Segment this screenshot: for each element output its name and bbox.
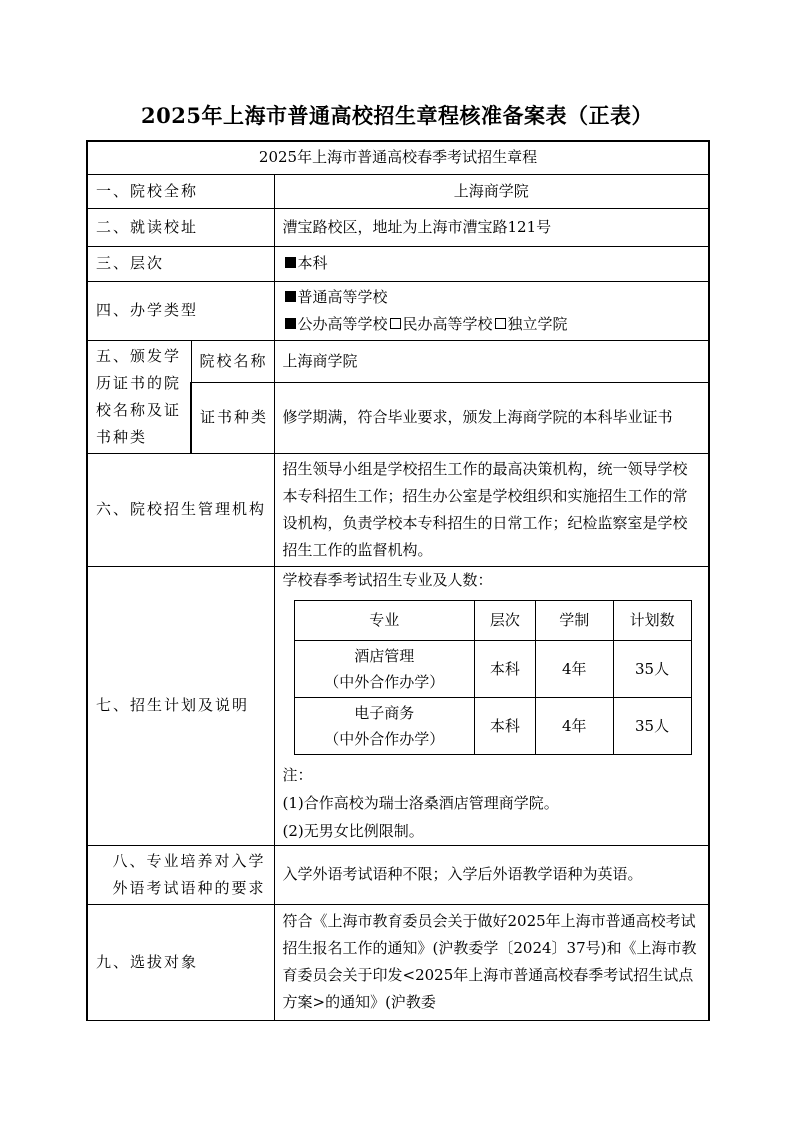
plan-years: 4年 (535, 640, 613, 697)
checked-box-icon (285, 257, 296, 268)
selection-value: 符合《上海市教育委员会关于做好2025年上海市普通高校考试招生报名工作的通知》(沪教委学〔2024〕37号)和《上海市教育委员会关于印发<2025年上海市普通高校春季考试招生试点方案>的通知》(沪教委 (274, 904, 709, 1020)
school-type-label: 四、办学类型 (87, 281, 274, 340)
plan-major: 酒店管理 (354, 646, 415, 665)
filing-form-table (86, 140, 710, 1021)
plan-major-cell (294, 697, 474, 754)
school-type-opt1: 公办高等学校 (297, 314, 388, 333)
level-value: 本科 (297, 254, 328, 272)
campus-label: 二、就读校址 (87, 208, 274, 246)
certificate-label: 五、颁发学历证书的院校名称及证书种类 (87, 340, 191, 453)
campus-value: 漕宝路校区，地址为上海市漕宝路121号 (274, 208, 709, 246)
plan-note-title: 注： (282, 765, 313, 784)
document-title: 2025年上海市普通高校招生章程核准备案表（正表） (141, 103, 653, 128)
row-plan (87, 566, 709, 845)
level-label: 三、层次 (87, 246, 274, 281)
plan-major-note: （中外合作办学） (324, 729, 445, 748)
management-label: 六、院校招生管理机构 (87, 453, 274, 566)
management-value: 招生领导小组是学校招生工作的最高决策机构，统一领导学校本专科招生工作；招生办公室是学校组织和实施招生工作的常设机构，负责学校本专科招生的日常工作；纪检监察室是学校招生工作的监督机构。 (274, 453, 709, 566)
language-value: 入学外语考试语种不限；入学后外语教学语种为英语。 (274, 845, 709, 904)
plan-table-row (294, 697, 691, 754)
plan-header-major: 专业 (294, 600, 474, 640)
unchecked-box-icon (390, 318, 401, 329)
plan-header-count: 计划数 (613, 600, 691, 640)
unchecked-box-icon (495, 318, 506, 329)
plan-table (294, 600, 692, 755)
plan-table-row (294, 640, 691, 697)
row-selection (87, 904, 709, 1020)
plan-years: 4年 (535, 697, 613, 754)
row-certificate-name (87, 340, 709, 382)
certificate-type-label: 证书种类 (191, 382, 274, 453)
plan-note: (1)合作高校为瑞士洛桑酒店管理商学院。 (282, 793, 559, 812)
plan-major-note: （中外合作办学） (324, 672, 445, 691)
certificate-name-value: 上海商学院 (274, 340, 709, 382)
plan-count: 35人 (613, 697, 691, 754)
plan-level: 本科 (474, 640, 535, 697)
row-campus (87, 208, 709, 246)
row-school-type (87, 281, 709, 340)
school-name-value: 上海商学院 (274, 174, 709, 208)
school-type-line1: 普通高等学校 (297, 287, 388, 306)
language-label: 八、专业培养对入学外语考试语种的要求 (87, 845, 274, 904)
plan-table-header (294, 600, 691, 640)
checked-box-icon (285, 318, 296, 329)
certificate-type-value: 修学期满，符合毕业要求，颁发上海商学院的本科毕业证书 (274, 382, 709, 453)
checked-box-icon (285, 291, 296, 302)
level-cell (274, 246, 709, 281)
selection-label: 九、选拔对象 (87, 904, 274, 1020)
certificate-name-label: 院校名称 (191, 340, 274, 382)
form-header: 2025年上海市普通高校春季考试招生章程 (87, 141, 709, 174)
plan-header-years: 学制 (535, 600, 613, 640)
school-name-label: 一、院校全称 (87, 174, 274, 208)
row-level (87, 246, 709, 281)
plan-cell (274, 566, 709, 845)
school-type-opt3: 独立学院 (507, 314, 568, 333)
plan-level: 本科 (474, 697, 535, 754)
school-type-cell (274, 281, 709, 340)
plan-count: 35人 (613, 640, 691, 697)
plan-major-cell (294, 640, 474, 697)
row-language (87, 845, 709, 904)
plan-label: 七、招生计划及说明 (87, 566, 274, 845)
plan-major: 电子商务 (354, 703, 415, 722)
plan-header-level: 层次 (474, 600, 535, 640)
row-management (87, 453, 709, 566)
plan-intro: 学校春季考试招生专业及人数： (282, 570, 493, 589)
school-type-opt2: 民办高等学校 (402, 314, 493, 333)
header-row (87, 141, 709, 174)
plan-note: (2)无男女比例限制。 (282, 821, 424, 840)
row-school-name (87, 174, 709, 208)
